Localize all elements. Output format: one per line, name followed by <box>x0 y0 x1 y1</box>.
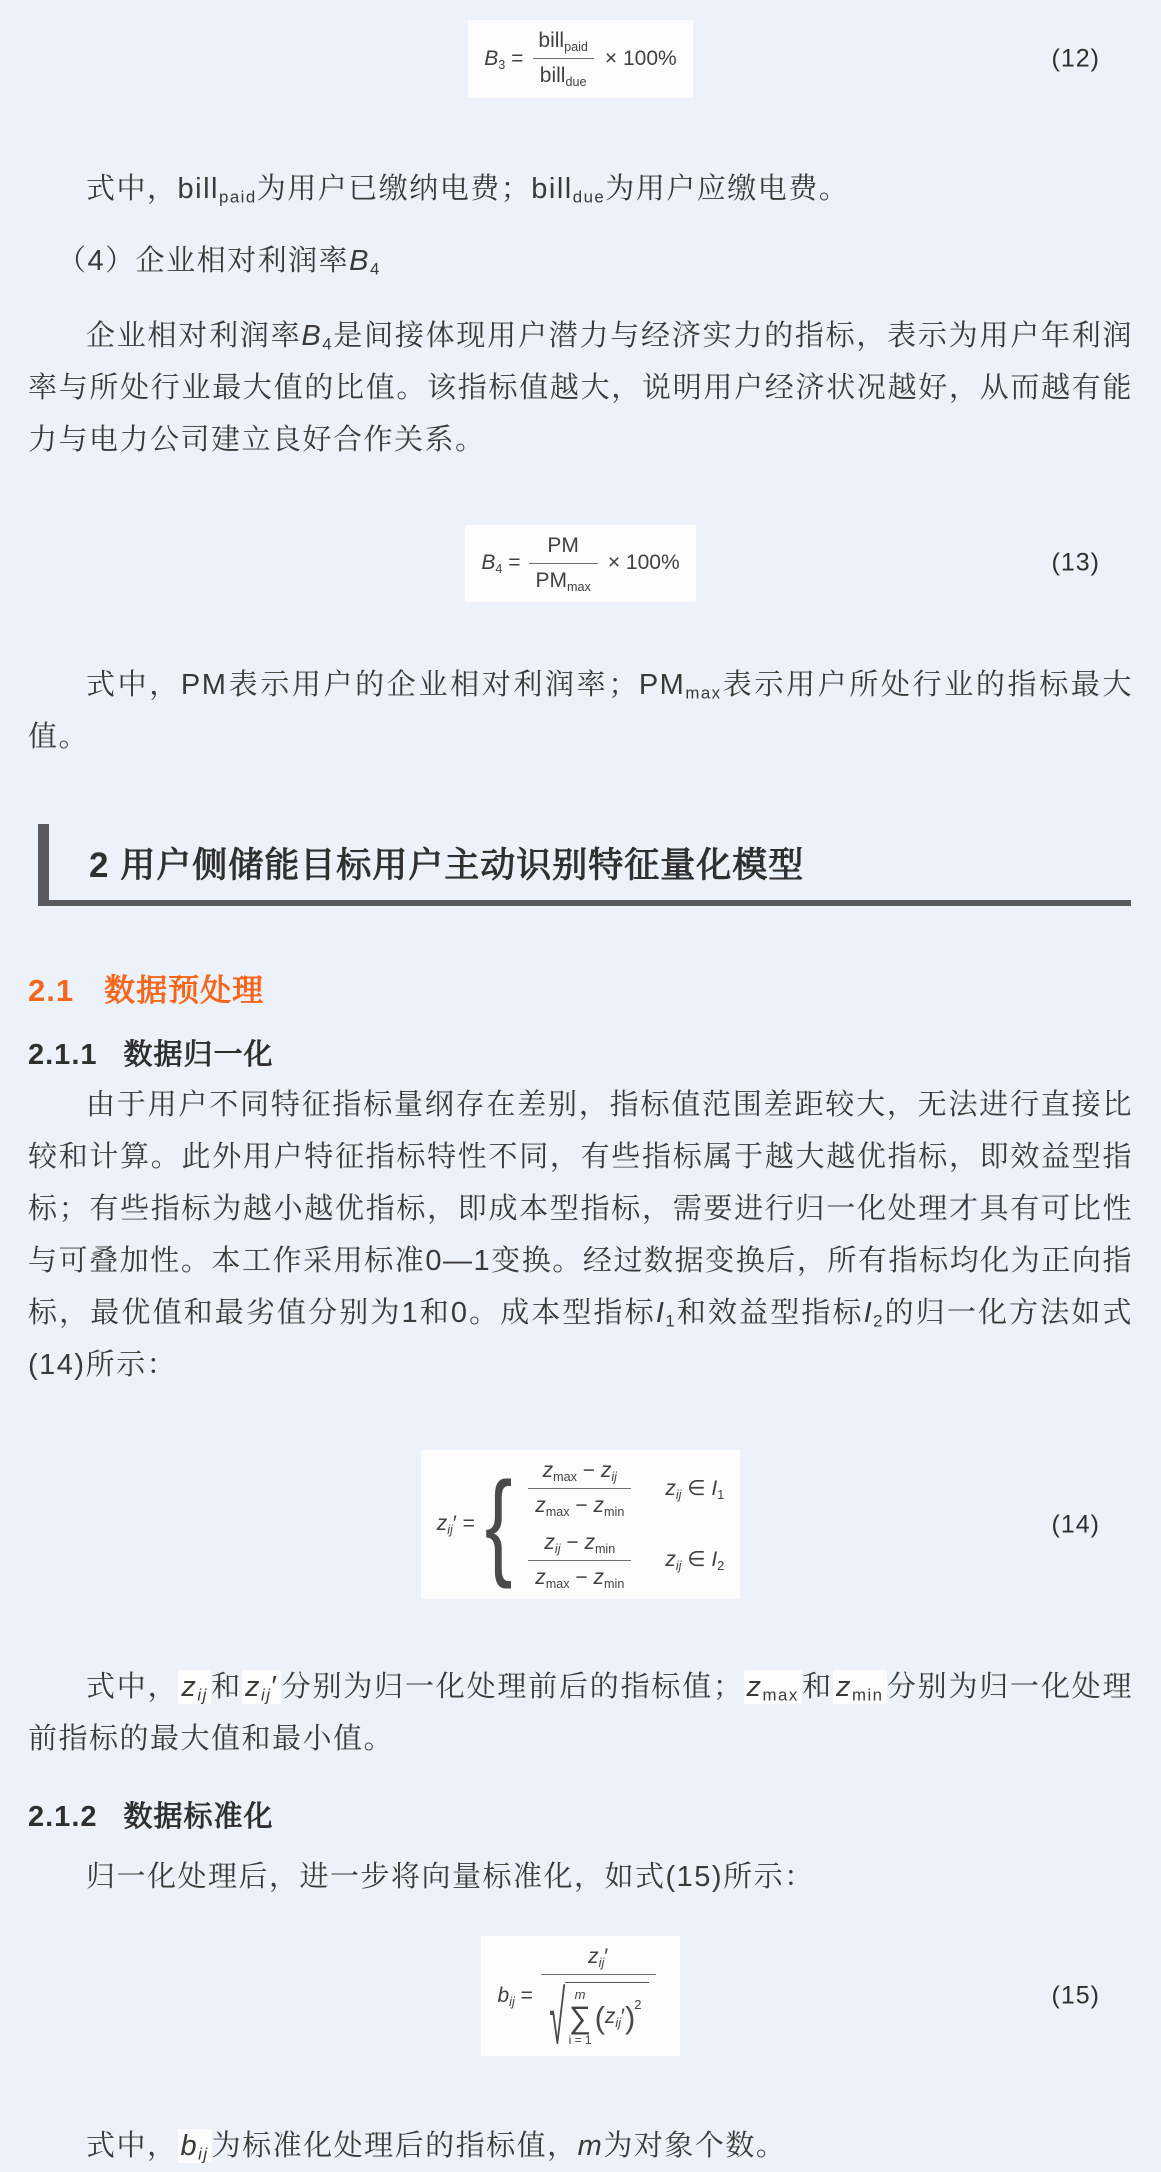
eq12-numerator: bill$_{paid}$ <box>538 29 588 54</box>
sigma-symbol: ∑ <box>569 2000 592 2036</box>
eq12-suffix: × 100% <box>604 46 677 70</box>
equation-13-number: (13) <box>1051 548 1100 577</box>
heading-2-1-number: 2.1 <box>28 973 75 1008</box>
paragraph-bij-definition: 式中， $b_{ij}$ 为标准化处理后的指标值，m为对象个数。 <box>86 2130 787 2164</box>
eq14-cases <box>520 1458 724 1591</box>
close-paren: ) <box>624 1999 636 2035</box>
equation-13 <box>465 525 695 603</box>
eq15-denominator <box>541 1974 656 2062</box>
eq12-lhs: $B_3$ = <box>484 46 524 72</box>
eq15-body: $z_{ij}'$ <box>604 2005 625 2030</box>
eq13-fraction <box>529 533 598 595</box>
eq15-numerator: $z_{ij}'$ <box>588 1945 609 1970</box>
paragraph-normalization: 由于用户不同特征指标量纲存在差别，指标值范围差距较大，无法进行直接比较和计算。此外用户特征指标特性不同，有些指标属于越大越优指标，即效益型指标；有些指标为越小越优指标，即成本型指标，需要进行归一化处理才具有可比性与可叠加性。本工作采用标准0—1变换。经过数据变换后，所有指标均化为正向指标，最优值和最劣值分别为1和0。成本型指标$I_1$和效益型指标$I_2$的归一化方法如式(14)所示： <box>28 1089 1133 1381</box>
equation-15-row <box>28 1936 1133 2062</box>
eq15-fraction <box>541 1944 656 2062</box>
curly-brace: { <box>484 1458 513 1591</box>
eq14-case-1-fraction <box>528 1458 631 1520</box>
document-body <box>0 965 1161 2172</box>
eq15-radicand <box>565 1982 649 2048</box>
equation-12-row <box>28 20 1133 98</box>
eq14-case-1 <box>520 1458 724 1520</box>
section-2-banner <box>38 824 1131 906</box>
eq12-denominator: bill$_{due}$ <box>533 58 594 89</box>
equation-14-row <box>28 1450 1133 1599</box>
eq14-case-1-numerator: $z_{max} - z_{ij}$ <box>542 1459 617 1484</box>
section-2-title: 2 用户侧储能目标用户主动识别特征量化模型 <box>89 846 805 885</box>
eq14-case-2 <box>520 1530 724 1592</box>
heading-2-1-1-title: 数据归一化 <box>123 1039 274 1071</box>
equation-12 <box>468 20 692 98</box>
document-page <box>0 20 1161 763</box>
paragraph-zij-definition: 式中， $z_{ij}$ 和 $z_{ij}'$ 分别为归一化处理前后的指标值； $z_{max}$ 和 $z_{min}$ 分别为归一化处理前指标的最大值和最小值。 <box>28 1671 1133 1755</box>
paragraph-standardization-intro: 归一化处理后，进一步将向量标准化，如式(15)所示： <box>86 1861 815 1893</box>
eq14-case-2-numerator: $z_{ij} - z_{min}$ <box>544 1530 616 1556</box>
eq13-denominator: $PM_{max}$ <box>529 563 598 594</box>
heading-2-1-2-title: 数据标准化 <box>123 1801 274 1833</box>
heading-2-1 <box>28 965 1133 1010</box>
summation <box>569 1988 592 2046</box>
heading-2-1-2 <box>28 1794 1133 1835</box>
eq14-case-2-fraction <box>528 1530 631 1592</box>
eq13-lhs: $B_4$ = <box>481 551 521 576</box>
eq15-lhs: $b_{ij}$ = <box>497 1984 533 2009</box>
paragraph-pm-definition: 式中，PM表示用户的企业相对利润率；$PM_{max}$表示用户所处行业的指标最大值。 <box>28 669 1133 753</box>
open-paren: ( <box>594 1999 605 2035</box>
equation-12-number: (12) <box>1051 44 1100 73</box>
heading-2-1-1 <box>28 1032 1133 1073</box>
square-root <box>548 1977 649 2062</box>
equation-13-row <box>28 525 1133 603</box>
summation-lower-limit: i = 1 <box>568 2033 592 2048</box>
item-4-heading: （4）企业相对利润率$B_4$ <box>57 244 381 279</box>
eq12-fraction <box>531 28 595 90</box>
eq13-numerator: PM <box>547 533 579 557</box>
equation-14-number: (14) <box>1051 1510 1100 1538</box>
heading-2-1-title: 数据预处理 <box>104 973 265 1008</box>
heading-2-1-2-number: 2.1.2 <box>28 1801 98 1833</box>
radical-sign: √ <box>549 1977 566 2062</box>
paragraph-profit-rate: 企业相对利润率$B_4$是间接体现用户潜力与经济实力的指标，表示为用户年利润率与所处行业最大值的比值。该指标值越大，说明用户经济状况越好，从而越有能力与电力公司建立良好合作关系。 <box>28 319 1133 456</box>
eq14-case-1-condition: $z_{ij}$ ∈ $I_1$ <box>665 1476 725 1502</box>
eq14-case-2-denominator: $z_{max} - z_{min}$ <box>528 1560 631 1591</box>
eq14-case-2-condition: $z_{ij}$ ∈ $I_2$ <box>665 1548 725 1573</box>
eq13-suffix: × 100% <box>607 551 680 575</box>
summation-upper-limit: m <box>574 1987 586 2003</box>
equation-15-number: (15) <box>1051 1981 1100 2010</box>
exponent: 2 <box>634 1997 642 2013</box>
equation-14 <box>421 1450 741 1599</box>
heading-2-1-1-number: 2.1.1 <box>28 1039 98 1071</box>
eq14-case-1-denominator: $z_{max} - z_{min}$ <box>528 1488 631 1519</box>
eq14-lhs: $z_{ij}'$ = <box>436 1512 475 1538</box>
paragraph-bill-definition: 式中，bill$_{paid}$为用户已缴纳电费；bill$_{due}$为用户应缴电费。 <box>86 172 850 207</box>
equation-15 <box>481 1936 679 2062</box>
